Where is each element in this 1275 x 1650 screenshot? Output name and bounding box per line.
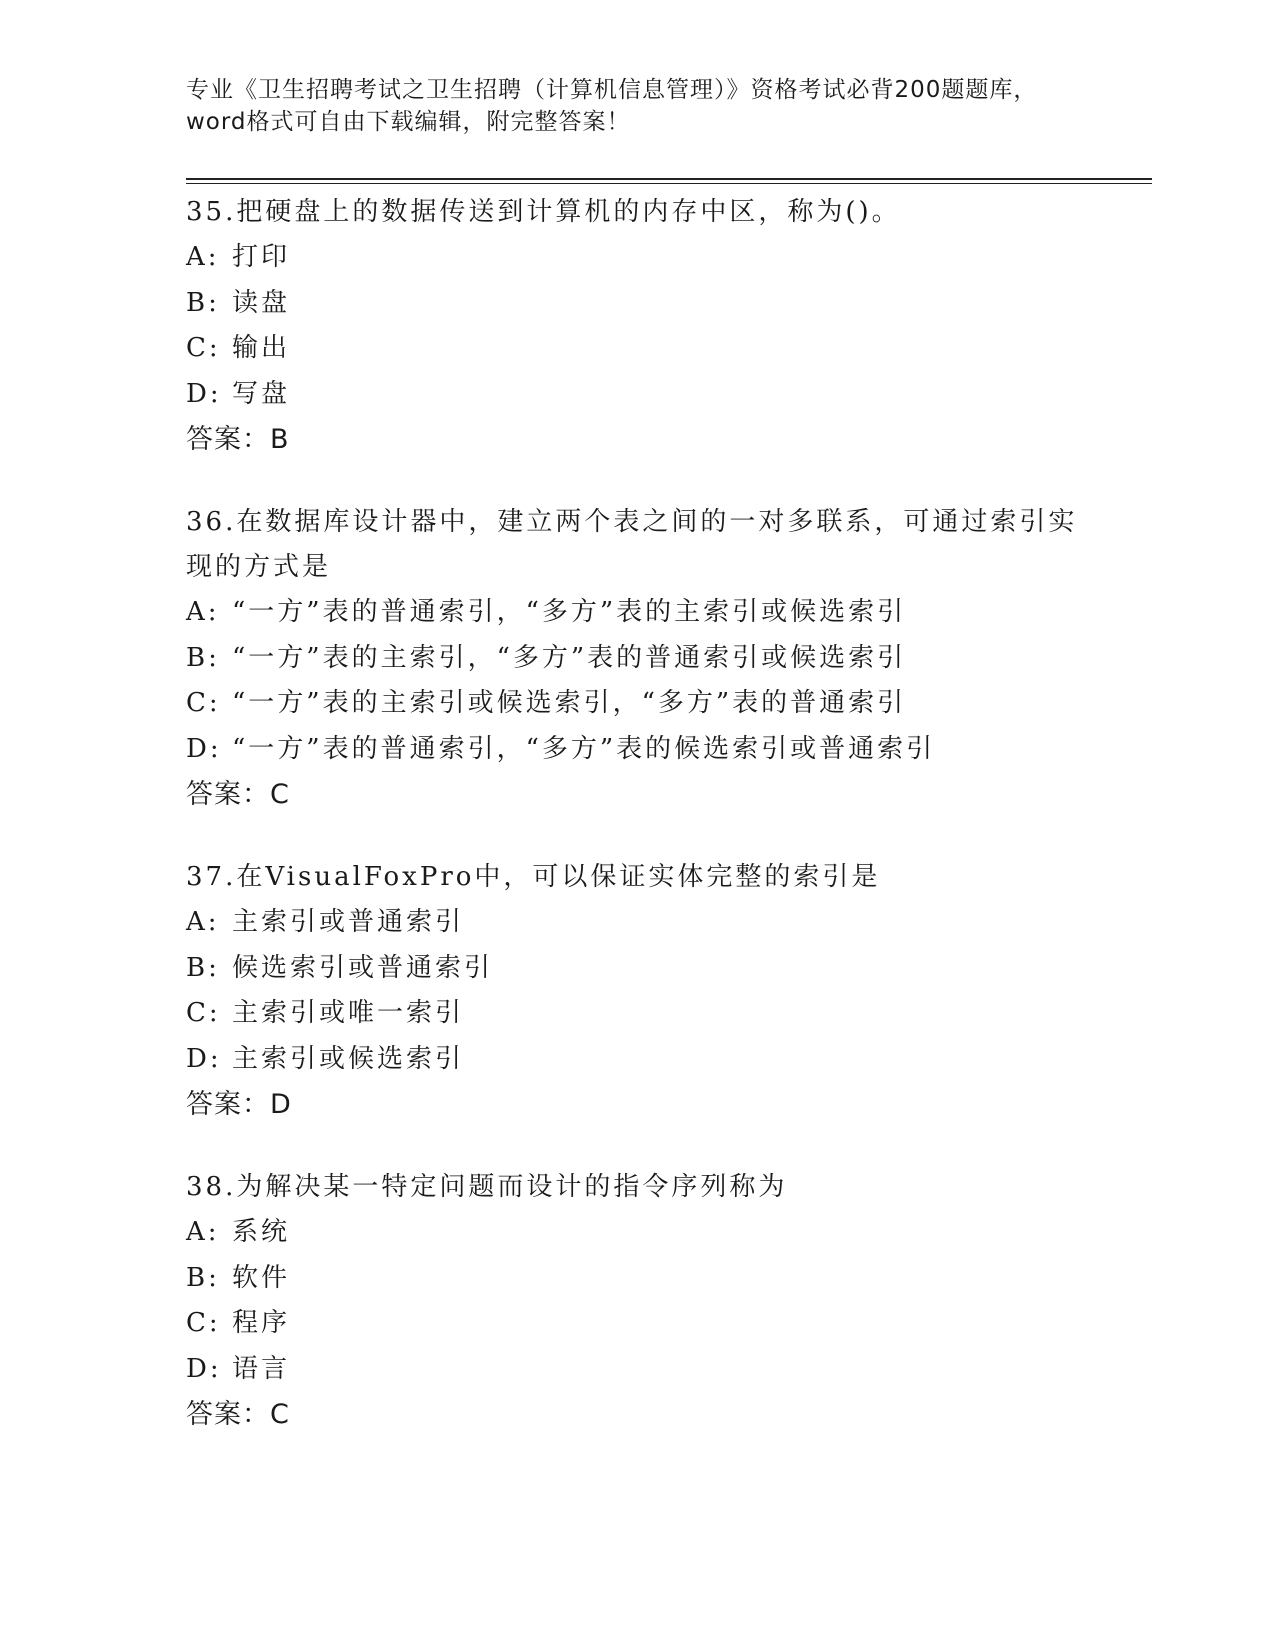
header-line-2: word格式可自由下载编辑，附完整答案！ — [186, 109, 631, 135]
header-divider-thin — [186, 183, 1152, 184]
question-stem: 37.在VisualFoxPro中，可以保证实体完整的索引是 — [186, 862, 881, 892]
option-text: 语言 — [232, 1353, 291, 1384]
option-text: “一方”表的主索引或候选索引，“多方”表的普通索引 — [232, 688, 907, 718]
question-35 — [186, 190, 1086, 463]
option-a — [186, 235, 1086, 281]
option-b — [186, 281, 1086, 327]
option-letter: D: — [186, 733, 222, 764]
answer-label: 答案：D — [186, 1089, 292, 1120]
option-text: 读盘 — [232, 287, 291, 318]
option-letter: A: — [186, 597, 220, 627]
question-stem: 35.把硬盘上的数据传送到计算机的内存中区，称为()。 — [186, 197, 901, 227]
question-stem: 36.在数据库设计器中，建立两个表之间的一对多联系，可通过索引实现的方式是 — [186, 507, 1078, 582]
header-line-1: 专业《卫生招聘考试之卫生招聘（计算机信息管理）》资格考试必背200题题库， — [186, 77, 1038, 103]
option-a — [186, 900, 1086, 946]
option-text: “一方”表的主索引，“多方”表的普通索引或候选索引 — [232, 642, 907, 673]
question-list — [186, 190, 1086, 1475]
option-letter: D: — [186, 1353, 222, 1384]
option-letter: C: — [186, 333, 221, 363]
option-letter: C: — [186, 688, 221, 718]
option-letter: C: — [186, 998, 221, 1028]
option-letter: B: — [186, 1262, 220, 1293]
option-d — [186, 727, 1086, 773]
question-38 — [186, 1165, 1086, 1438]
option-c — [186, 991, 1086, 1037]
option-d — [186, 1347, 1086, 1393]
answer-label: 答案：C — [186, 779, 290, 810]
option-text: 打印 — [232, 242, 291, 272]
option-letter: D: — [186, 378, 222, 409]
question-stem: 38.为解决某一特定问题而设计的指令序列称为 — [186, 1172, 788, 1202]
question-37 — [186, 855, 1086, 1128]
option-letter: A: — [186, 907, 220, 937]
option-b — [186, 636, 1086, 682]
option-letter: D: — [186, 1043, 222, 1074]
option-text: 主索引或唯一索引 — [232, 998, 465, 1028]
option-text: 候选索引或普通索引 — [232, 952, 494, 983]
option-c — [186, 326, 1086, 372]
option-a — [186, 1210, 1086, 1256]
question-36 — [186, 500, 1086, 818]
option-letter: B: — [186, 642, 220, 673]
answer-label: 答案：B — [186, 424, 290, 455]
option-c — [186, 1301, 1086, 1347]
option-letter: B: — [186, 952, 220, 983]
header-divider-thick — [186, 178, 1152, 180]
option-text: 系统 — [232, 1217, 291, 1247]
option-c — [186, 681, 1086, 727]
answer-label: 答案：C — [186, 1399, 290, 1430]
option-text: 软件 — [232, 1262, 291, 1293]
option-text: “一方”表的普通索引，“多方”表的主索引或候选索引 — [232, 597, 907, 627]
option-letter: A: — [186, 242, 220, 272]
option-text: 写盘 — [232, 378, 291, 409]
option-b — [186, 946, 1086, 992]
document-header — [186, 74, 1086, 138]
option-text: 程序 — [232, 1308, 291, 1338]
option-letter: B: — [186, 287, 220, 318]
option-text: “一方”表的普通索引，“多方”表的候选索引或普通索引 — [232, 733, 936, 764]
option-text: 主索引或候选索引 — [232, 1043, 465, 1074]
option-letter: C: — [186, 1308, 221, 1338]
option-text: 主索引或普通索引 — [232, 907, 465, 937]
option-text: 输出 — [232, 333, 291, 363]
option-d — [186, 372, 1086, 418]
option-letter: A: — [186, 1217, 220, 1247]
option-b — [186, 1256, 1086, 1302]
option-d — [186, 1037, 1086, 1083]
option-a — [186, 590, 1086, 636]
